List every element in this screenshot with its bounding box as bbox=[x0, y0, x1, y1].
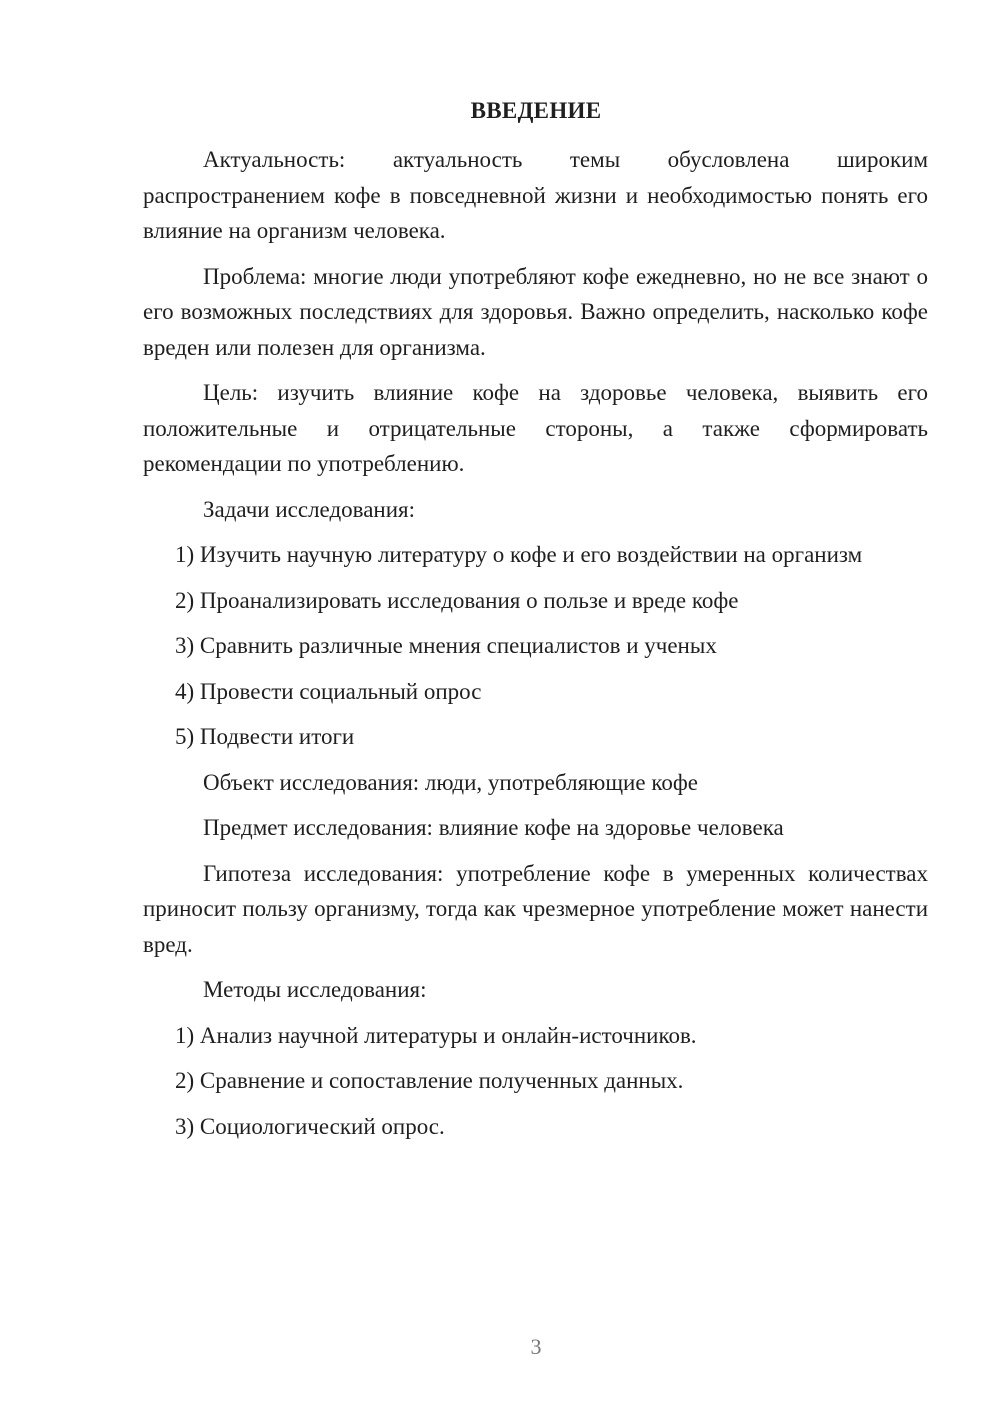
relevance-paragraph: Актуальность: актуальность темы обусловлена широким распространением кофе в повседневной жизни и необходимостью понять его влияние на организм человека. bbox=[143, 147, 928, 243]
method-item-1: 1) Анализ научной литературы и онлайн-источников. bbox=[175, 1022, 697, 1048]
task-item-4: 4) Провести социальный опрос bbox=[175, 678, 482, 704]
research-subject: Предмет исследования: влияние кофе на здоровье человека bbox=[203, 815, 784, 840]
methods-label: Методы исследования: bbox=[203, 977, 427, 1002]
task-item-2: 2) Проанализировать исследования о пользе и вреде кофе bbox=[175, 587, 739, 613]
task-item-5: 5) Подвести итоги bbox=[175, 724, 355, 749]
hypothesis-paragraph: Гипотеза исследования: употребление кофе в умеренных количествах приносит пользу организму, тогда как чрезмерное употребление может нанести вред. bbox=[143, 860, 928, 957]
goal-paragraph: Цель: изучить влияние кофе на здоровье человека, выявить его положительные и отрицательные стороны, а также сформировать рекомендации по употреблению. bbox=[143, 380, 928, 476]
tasks-label: Задачи исследования: bbox=[203, 496, 416, 522]
section-body bbox=[143, 142, 928, 1154]
task-item-1: 1) Изучить научную литературу о кофе и его воздействии на организм bbox=[175, 542, 863, 567]
problem-paragraph: Проблема: многие люди употребляют кофе ежедневно, но не все знают о его возможных последствиях для здоровья. Важно определить, насколько кофе вреден или полезен для организма. bbox=[143, 263, 928, 360]
section-title: ВВЕДЕНИЕ bbox=[470, 98, 602, 123]
method-item-3: 3) Социологический опрос. bbox=[175, 1113, 445, 1139]
method-item-2: 2) Сравнение и сопоставление полученных данных. bbox=[175, 1068, 684, 1093]
page-number: 3 bbox=[530, 1334, 542, 1359]
research-object: Объект исследования: люди, употребляющие кофе bbox=[203, 769, 698, 795]
task-item-3: 3) Сравнить различные мнения специалистов и ученых bbox=[175, 633, 717, 658]
